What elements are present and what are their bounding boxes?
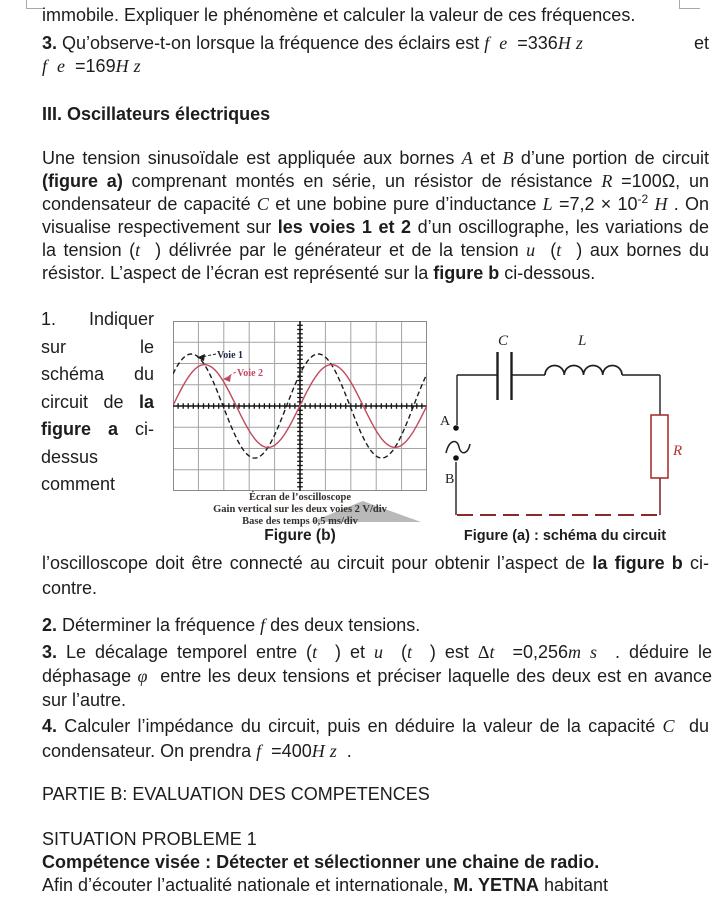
- question-4: 4. Calculer l’impédance du circuit, puis en déduire la valeur de la capacité C du condensateur. On prendra f =400H z .: [42, 716, 709, 761]
- terminal-b-label: B: [445, 472, 455, 487]
- question1-wrapped-text: [41, 306, 154, 499]
- voie2-label: Voie 2: [237, 368, 264, 379]
- resistor-label: R: [673, 443, 683, 459]
- inductor-symbol: [545, 365, 622, 375]
- scope-curve-labels: [197, 350, 263, 382]
- situation-probleme-heading: SITUATION PROBLEME 1: [42, 829, 257, 849]
- scope-captions: [160, 492, 440, 528]
- scope-caption-gain: Gain vertical sur les deux voies 2 V/div: [213, 504, 387, 515]
- wrapped-line: comment: [41, 474, 116, 494]
- section-heading-oscillateurs: III. Oscillateurs électriques: [42, 104, 271, 124]
- voie2-arrow: [227, 372, 236, 377]
- question-2: 2. Déterminer la fréquence f des deux tensions.: [42, 615, 421, 635]
- line-immobile: immobile. Expliquer le phénomène et calculer la valeur de ces fréquences.: [42, 5, 636, 25]
- competence-line: Compétence visée : Détecter et sélectionner une chaine de radio.: [42, 852, 600, 872]
- scope-caption-title: Écran de l’oscilloscope: [248, 492, 352, 503]
- circuit-diagram: [432, 315, 710, 527]
- scope-plot: [173, 321, 427, 491]
- question-3: 3. Le décalage temporel entre (t ) et u (t ) est Δt =0,256m s . déduire le déphasage φ entre les deux tensions et préciser laquelle des deux est en avance sur l’autre.: [42, 642, 712, 710]
- terminal-a-label: A: [440, 414, 451, 429]
- inductor-label: L: [578, 333, 587, 349]
- circuit-labels: [440, 333, 682, 487]
- oscilloscope-screen: [173, 321, 427, 491]
- resistor-symbol: [651, 415, 668, 478]
- capacitor-symbol: [498, 352, 512, 400]
- wrapped-line: schéma du: [41, 364, 154, 384]
- line-fe-169hz: f e =169H z: [42, 56, 141, 76]
- wrapped-line: dessus: [41, 446, 99, 467]
- generator-symbol: [446, 425, 470, 461]
- partie-b-heading: PARTIE B: EVALUATION DES COMPETENCES: [42, 784, 430, 804]
- figure-a-title: Figure (a) : schéma du circuit: [463, 528, 667, 544]
- wrapped-line: circuit de la: [41, 391, 154, 412]
- paragraph-oscilloscope-connect: l’oscilloscope doit être connecté au circuit pour obtenir l’aspect de la figure b ci-contre.: [42, 553, 710, 598]
- figure-b-title: Figure (b): [264, 527, 336, 544]
- capacitor-label: C: [498, 333, 509, 349]
- scope-caption-base: Base des temps 0,5 ms/div: [242, 516, 358, 527]
- voie1-label: Voie 1: [217, 350, 244, 361]
- sine-source-squiggle: [446, 441, 470, 453]
- terminal-b-dot: [453, 455, 459, 461]
- wrapped-line: sur le: [41, 336, 154, 357]
- terminal-a-dot: [453, 425, 459, 431]
- afin-line: Afin d’écouter l’actualité nationale et internationale, M. YETNA habitant: [42, 875, 609, 895]
- intro-paragraph: Une tension sinusoïdale est appliquée aux bornes A et B d’une portion de circuit (figure a) comprenant montés en série, un résistor de résistance R =100Ω, un condensateur de capacité C et une bobine pure d’inductance $L =7,2 \times 10^{-2}$ H . On visualise respectivement sur les voies 1 et 2 d’un oscillographe, les variations de la tension (t ) délivrée par le générateur et de la tension u (t ) aux bornes du résistor. L’aspect de l’écran est représenté sur la figure b ci-dessous.: [42, 148, 710, 283]
- wrapped-line: 1. Indiquer: [41, 309, 154, 329]
- circuit-wires: [456, 375, 660, 515]
- line-question3-eclairs: 3. Qu’observe-t-on lorsque la fréquence des éclairs est f e =336H z et: [42, 33, 709, 53]
- wrapped-line: figure a ci-: [41, 419, 154, 439]
